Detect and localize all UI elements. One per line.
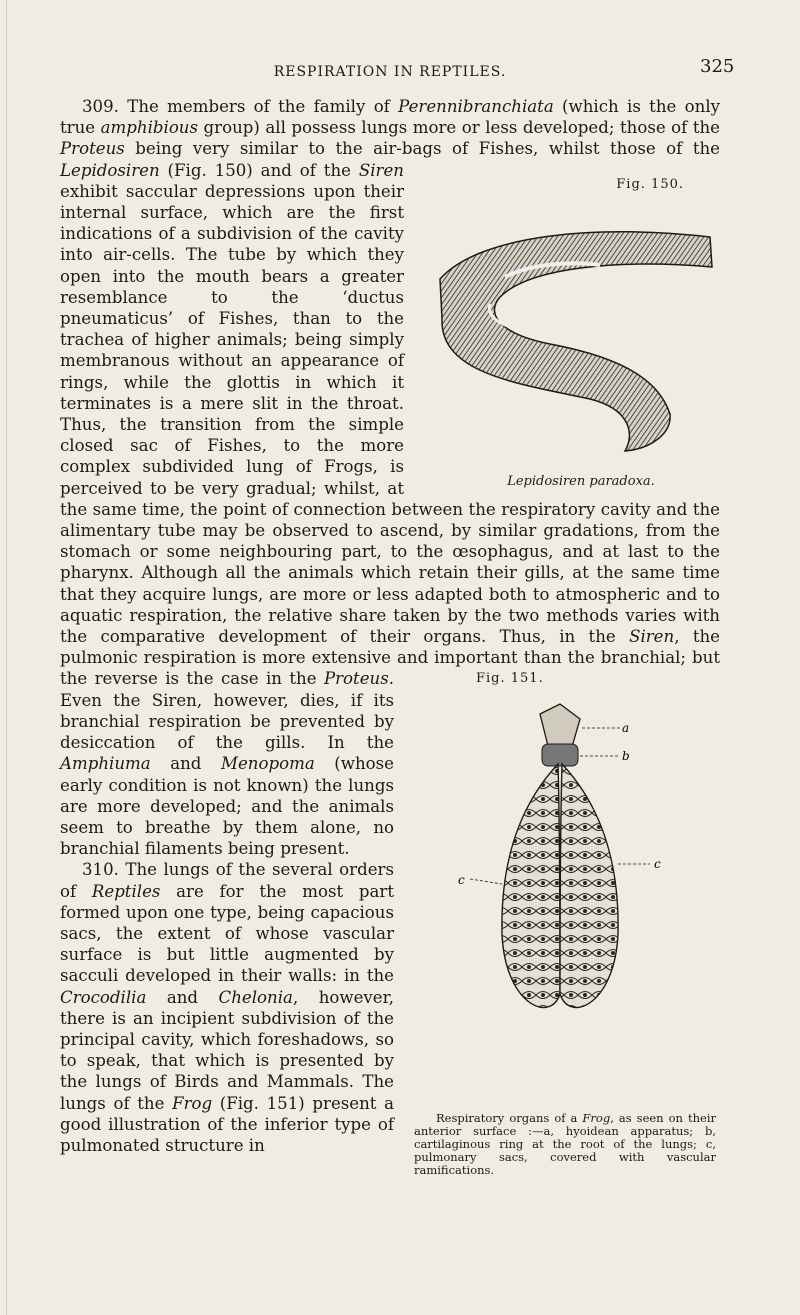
figure-151-caption bbox=[410, 1112, 720, 1177]
term-lepidosiren: Lepidosiren bbox=[60, 160, 160, 180]
page-edge-rule bbox=[6, 0, 7, 1315]
term-frog: Frog bbox=[172, 1093, 213, 1113]
figure-150-caption: Lepidosiren paradoxa. bbox=[507, 473, 655, 489]
frog-lungs-illustration bbox=[410, 694, 720, 1102]
term-reptiles: Reptiles bbox=[91, 881, 161, 901]
annotation-c-left: c bbox=[458, 872, 465, 887]
term-amphibious: amphibious bbox=[100, 118, 199, 138]
annotation-b: b bbox=[622, 748, 630, 763]
figure-150 bbox=[420, 174, 720, 492]
term-proteus: Proteus bbox=[60, 139, 125, 159]
term-proteus: Proteus bbox=[323, 669, 389, 689]
text-run: , however, there is an incipient subdivision of the principal cavity, which foreshadows, so to speak, that which is presented by the lungs of Birds and Mammals. The lungs of the bbox=[60, 987, 394, 1113]
figure-151-label: Fig. 151. bbox=[476, 671, 544, 687]
figure-151 bbox=[410, 668, 720, 1176]
text-run: being very similar to the air-bags of Fishes, whilst those of the bbox=[124, 139, 720, 159]
caption-text: , as seen on their anterior surface :—a, hyoidean apparatus; b, cartilaginous ring at the root of the lungs; c, pulmonary sacs, covered with vascular ramifications. bbox=[414, 1110, 716, 1177]
text-run: (which is the only true bbox=[60, 97, 721, 138]
text-run: (Fig. 151) present a good illustration of the inferior type of pulmonated structure in bbox=[60, 1093, 394, 1155]
lepidosiren-illustration bbox=[420, 209, 720, 471]
term-crocodilia: Crocodilia bbox=[60, 987, 147, 1007]
text-run: . Even the Siren, however, dies, if its branchial respiration be prevented by desiccation of the gills. In the bbox=[60, 669, 394, 753]
text-run: are for the most part formed upon one type, being capacious sacs, the extent of whose vascular surface is but little augmented by sacculi developed in their walls: in the bbox=[60, 881, 394, 986]
term-chelonia: Chelonia bbox=[218, 987, 293, 1007]
body-text bbox=[60, 96, 720, 1181]
text-run: , the pulmonic respiration is more extensive and important than the branchial; but the reverse is the case in the bbox=[60, 627, 720, 689]
term-menopoma: Menopoma bbox=[221, 754, 315, 774]
text-run: 310. The lungs of the several orders of bbox=[60, 860, 394, 901]
text-run: 309. The members of the family of bbox=[82, 97, 399, 116]
text-run: (whose early condition is not known) the lungs are more developed; and the animals seem to breathe by them alone, no branchial filaments being present. bbox=[60, 754, 394, 859]
term-siren: Siren bbox=[358, 160, 404, 180]
term-amphiuma: Amphiuma bbox=[60, 754, 151, 774]
running-head: RESPIRATION IN REPTILES. bbox=[273, 64, 507, 80]
term-siren: Siren bbox=[629, 627, 675, 647]
text-run: group) all possess lungs more or less developed; those of the bbox=[198, 118, 721, 138]
annotation-a: a bbox=[622, 720, 630, 735]
text-run: and bbox=[146, 987, 219, 1007]
figure-150-label: Fig. 150. bbox=[616, 176, 684, 192]
text-run: and bbox=[150, 754, 221, 774]
page-number: 325 bbox=[700, 56, 735, 77]
text-run: (Fig. 150) and of the bbox=[159, 160, 359, 180]
caption-species: Frog bbox=[582, 1110, 611, 1125]
annotation-c-right: c bbox=[654, 856, 661, 871]
term-perennibranchiata: Perennibranchiata bbox=[398, 97, 554, 116]
text-run: exhibit saccular depressions upon their internal surface, which are the first indications of a subdivision of the cavity into air-cells. The tube by which they open into the mouth bears a greater resemblance to the ‘ductus pneumaticus’ of Fishes, than to the trachea of higher animals; being simply membranous without an appearance of rings, while the glottis in which it terminates is a mere slit in the throat. Thus, the transition from the simple closed sac of Fishes, to the more complex subdivided lung of Frogs, is perceived to be very gradual; whilst, at the same time, the point of connection between the respiratory cavity and the alimentary tube may be observed to ascend, by similar gradations, from the stomach or some neighbouring part, to the œsophagus, and at last to the pharynx. Although all the animals which retain their gills, at the same time that they acquire lungs, are more or less adapted both to atmospheric and to aquatic respiration, the relative share taken by the two methods varies with the comparative development of their organs. Thus, in the bbox=[60, 181, 720, 647]
caption-text: Respiratory organs of a bbox=[436, 1110, 583, 1125]
